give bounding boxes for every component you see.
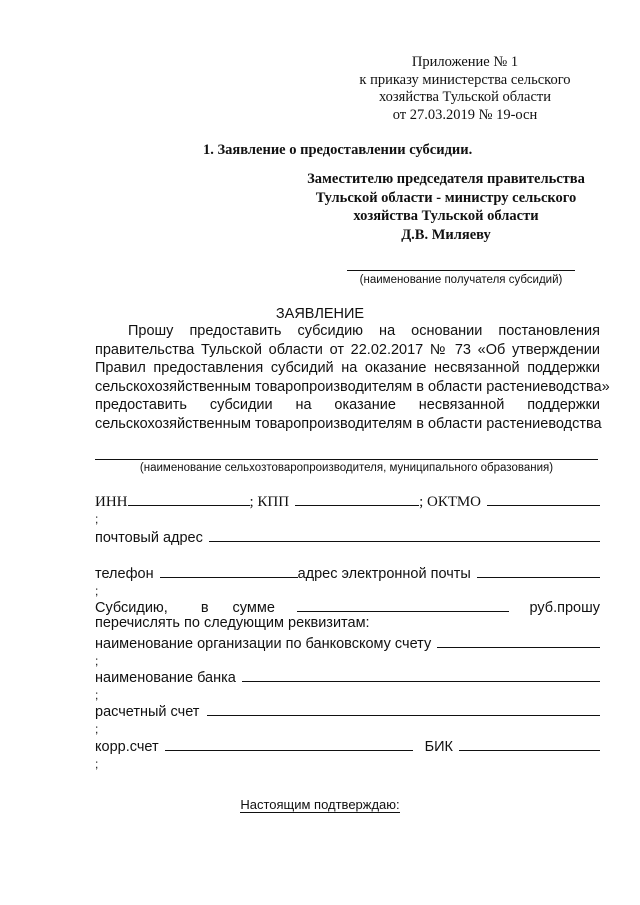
bank-organization-row: [95, 633, 600, 652]
corr-account-label: корр.счет: [95, 739, 159, 755]
rub-label: руб.: [529, 600, 558, 616]
inn-label: ИНН: [95, 494, 128, 510]
section-title: 1. Заявление о предоставлении субсидии.: [203, 142, 473, 158]
confirmation-heading: [0, 797, 640, 812]
bik-label: БИК: [424, 739, 453, 755]
application-body: [95, 322, 610, 434]
kpp-label: ; КПП: [249, 494, 290, 510]
bank-organization-field[interactable]: [437, 633, 600, 648]
subsidy-amount-field[interactable]: [297, 597, 510, 612]
semicolon-6: ;: [95, 757, 99, 771]
document-heading: ЗАЯВЛЕНИЕ: [275, 306, 365, 322]
postal-address-field[interactable]: [209, 527, 600, 542]
bank-organization-label: наименование организации по банковскому счету: [95, 636, 432, 652]
subsidy-word-2: в: [200, 600, 209, 616]
body-line-6: сельскохозяйственным товаропроизводителям в области растениеводства: [95, 415, 602, 432]
appendix-line-4: от 27.03.2019 № 19-осн: [392, 106, 538, 123]
account-row: [95, 701, 600, 720]
appendix-line-2: к приказу министерства сельского: [359, 71, 571, 88]
phone-field[interactable]: [160, 563, 298, 578]
postal-address-row: [95, 527, 600, 546]
organization-caption: (наименование сельхозтоваропроизводителя, муниципального образования): [139, 462, 554, 474]
body-line-3: Правил предоставления субсидий на оказание несвязанной поддержки: [95, 360, 600, 377]
subsidy-word-1: Субсидию,: [95, 600, 168, 616]
addressee-line-2: Тульской области - министру сельского: [315, 189, 577, 206]
email-field[interactable]: [477, 563, 600, 578]
appendix-line-1: Приложение № 1: [411, 54, 519, 70]
phone-email-row: [95, 563, 600, 582]
confirmation-text: Настоящим подтверждаю:: [240, 797, 400, 812]
phone-label: телефон: [95, 566, 154, 582]
addressee-line-3: хозяйства Тульской области: [353, 208, 539, 224]
account-field[interactable]: [207, 701, 600, 716]
bank-name-label: наименование банка: [95, 670, 236, 686]
recipient-caption: (наименование получателя субсидий): [359, 274, 563, 286]
addressee-line-1: Заместителю председателя правительства: [307, 171, 585, 187]
inn-kpp-oktmo-row: [95, 491, 600, 511]
body-line-4: сельскохозяйственным товаропроизводителям в области растениеводства»: [95, 378, 610, 395]
request-word: прошу: [557, 600, 600, 616]
bik-field[interactable]: [459, 736, 600, 751]
semicolon-2: ;: [95, 584, 99, 598]
semicolon-5: ;: [95, 722, 99, 736]
organization-name-field[interactable]: [95, 459, 598, 460]
kpp-field[interactable]: [295, 491, 419, 506]
appendix-block: [340, 54, 590, 124]
postal-address-label: почтовый адрес: [95, 530, 203, 546]
appendix-line-3: хозяйства Тульской области: [378, 89, 552, 105]
semicolon-4: ;: [95, 688, 99, 702]
semicolon-3: ;: [95, 654, 99, 668]
body-line-1: Прошу предоставить субсидию на основании постановления: [128, 323, 600, 339]
bank-name-row: [95, 667, 600, 686]
bank-name-field[interactable]: [242, 667, 600, 682]
corr-account-field[interactable]: [165, 736, 413, 751]
corr-account-bik-row: [95, 736, 600, 755]
subsidy-amount-row: [95, 597, 600, 616]
subsidy-word-3: сумме: [232, 600, 275, 616]
account-label: расчетный счет: [95, 704, 200, 720]
addressee-line-4: Д.В. Миляеву: [401, 226, 491, 243]
recipient-name-field[interactable]: [347, 270, 575, 271]
body-line-5: предоставить субсидии на оказание несвязанной поддержки: [95, 397, 600, 414]
semicolon-1: ;: [95, 512, 99, 526]
transfer-row: [95, 615, 600, 631]
email-label: адрес электронной почты: [297, 566, 471, 582]
body-line-2: правительства Тульской области от 22.02.2017 № 73 «Об утверждении: [95, 341, 600, 358]
oktmo-field[interactable]: [487, 491, 600, 506]
inn-field[interactable]: [128, 491, 250, 506]
transfer-label: перечислять по следующим реквизитам:: [95, 615, 370, 631]
oktmo-label: ; ОКТМО: [419, 494, 481, 510]
addressee-block: [286, 170, 606, 244]
